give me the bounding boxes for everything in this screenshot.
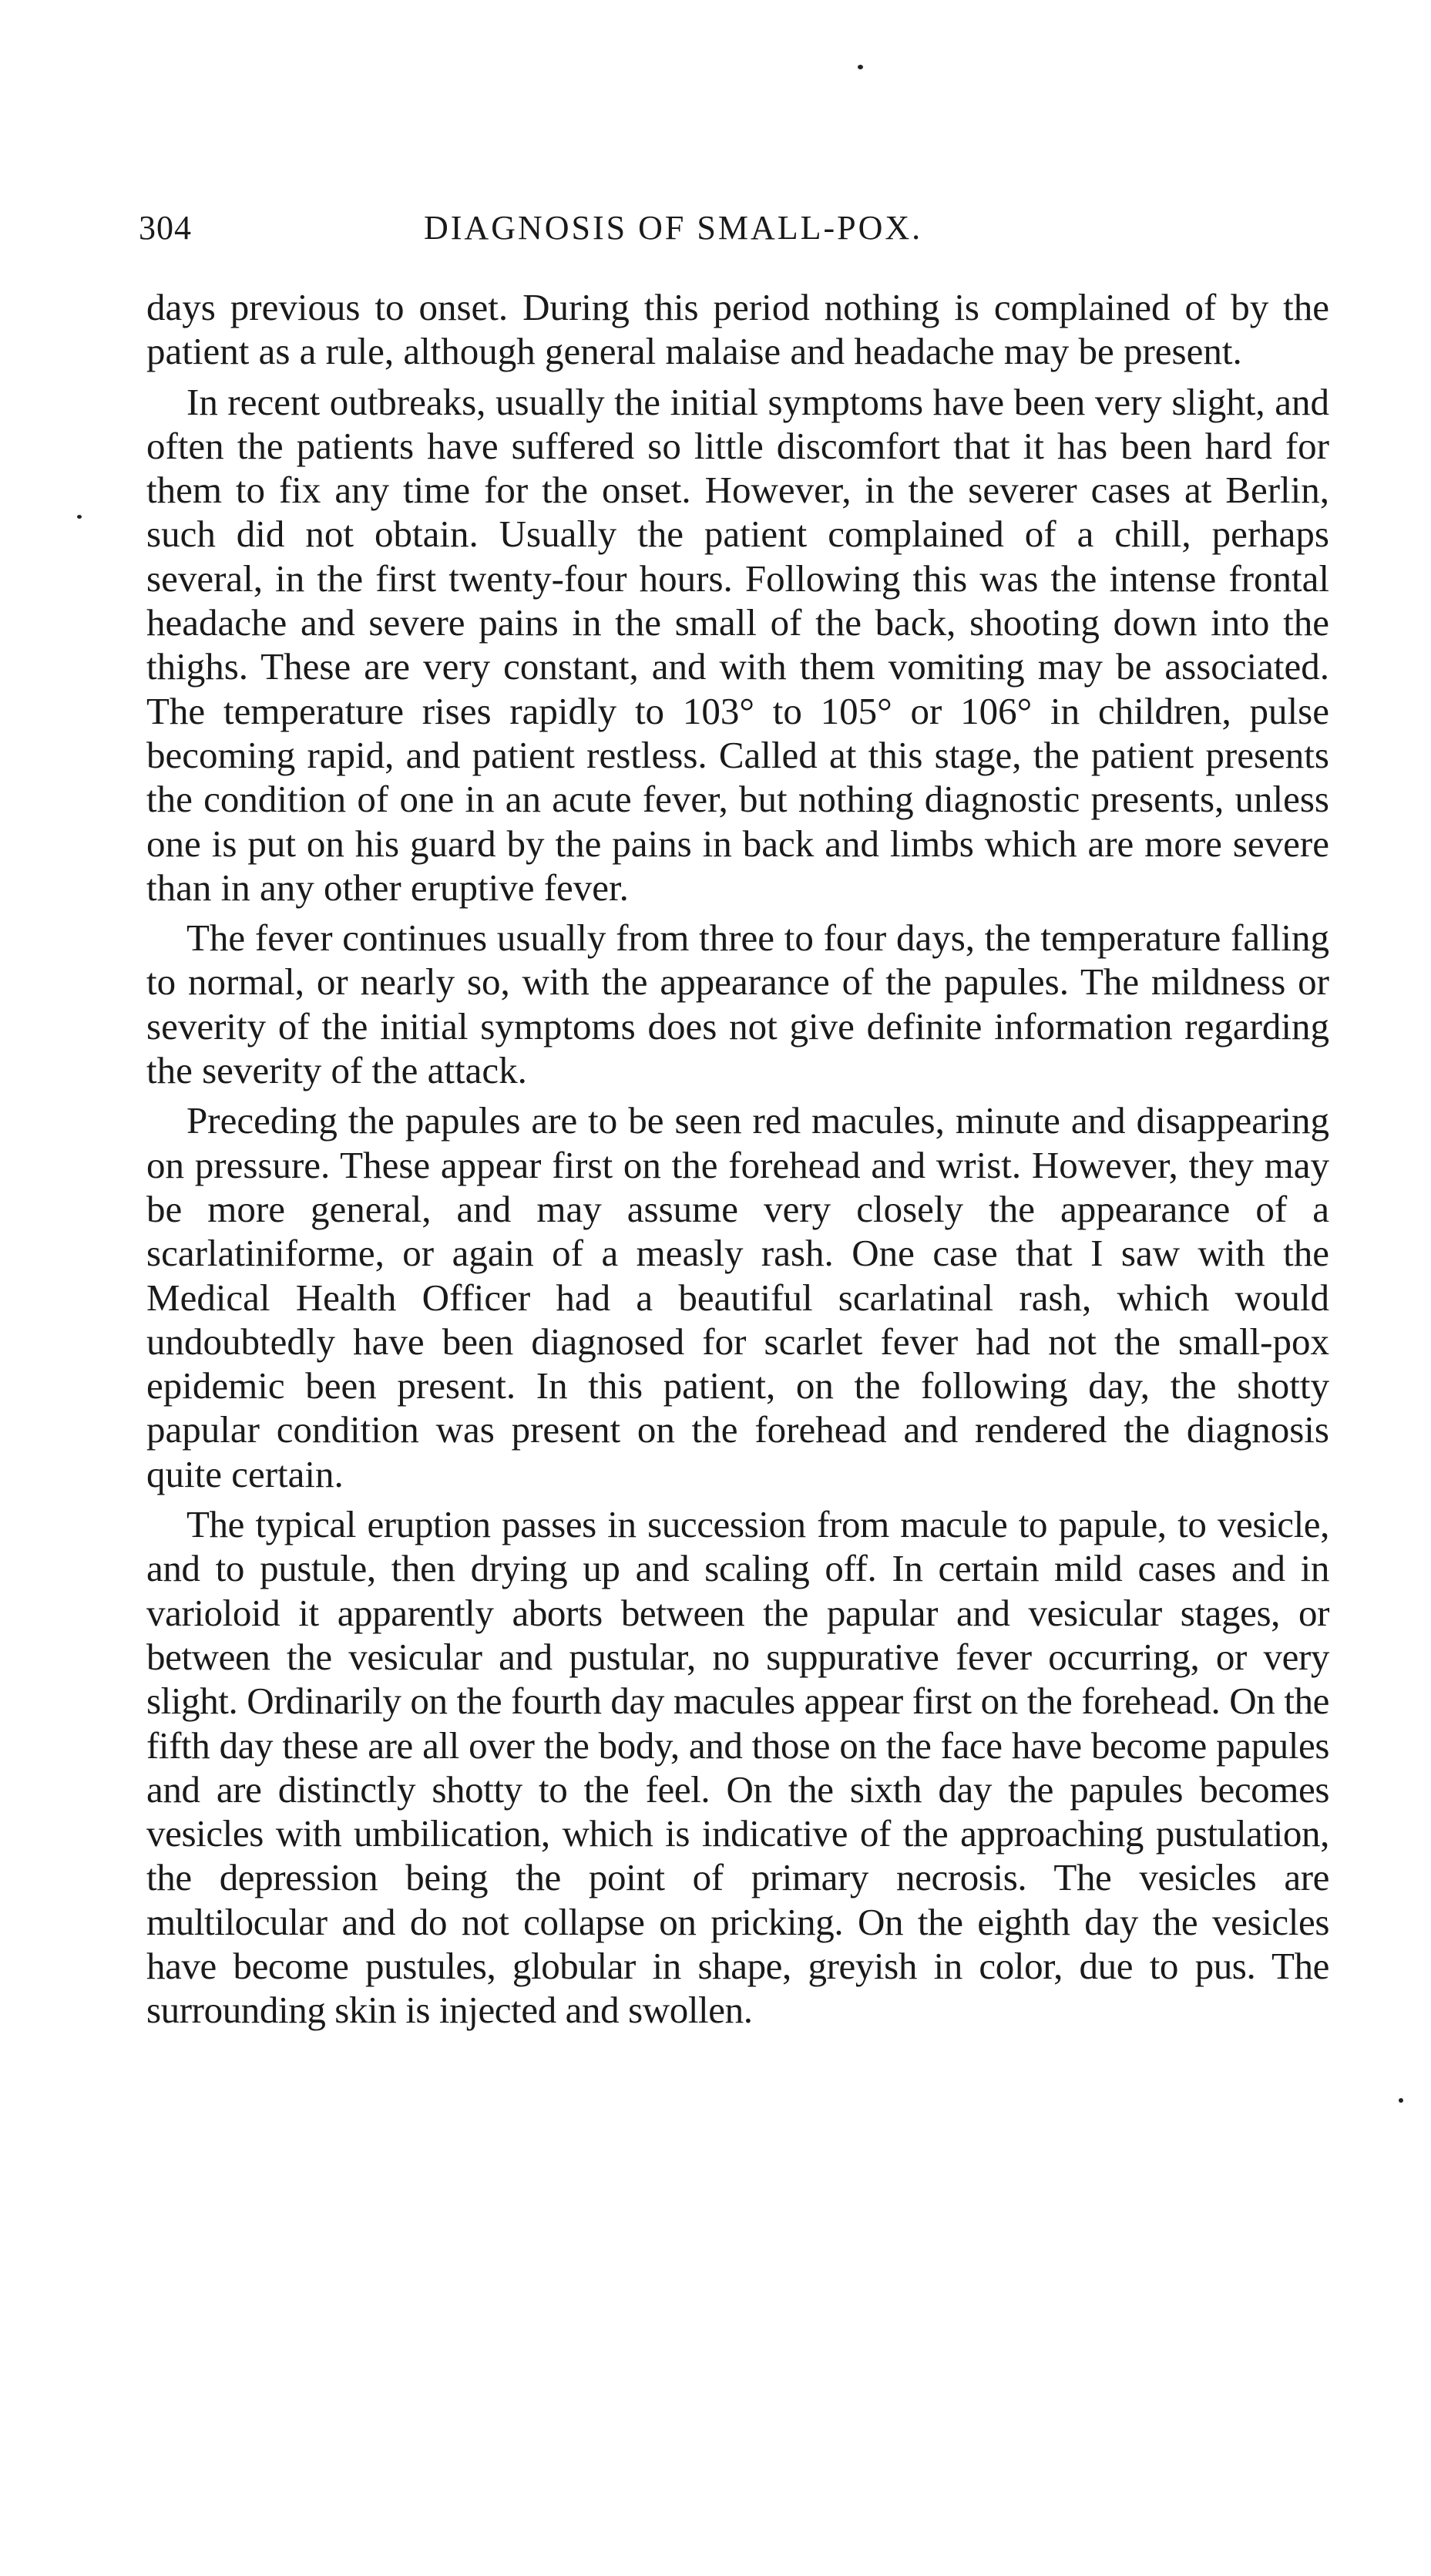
- scan-speck-right: [1399, 2098, 1403, 2103]
- body-text: [146, 285, 1329, 2033]
- running-title: DIAGNOSIS OF SMALL-POX.: [424, 209, 923, 247]
- page-number: 304: [139, 209, 192, 247]
- paragraph-macules: Preceding the papules are to be seen red macules, minute and disappearing on pressure. These appear first on the forehead and wrist. However, they may be more general, and may assume very closely the appearance of a scarlatiniforme, or again of a measly rash. One case that I saw with the Medical Health Officer had a beautiful scarlatinal rash, which would undoubtedly have been diagnosed for scarlet fever had not the small-pox epidemic been present. In this patient, on the following day, the shotty papular condition was present on the forehead and rendered the diagnosis quite certain.: [146, 1099, 1329, 1495]
- paragraph-eruption: The typical eruption passes in succession from macule to papule, to vesicle, and to pustule, then drying up and scaling off. In certain mild cases and in varioloid it apparently aborts between the papular and vesicular stages, or between the vesicular and pustular, no suppurative fever occurring, or very slight. Ordinarily on the fourth day macules appear first on the forehead. On the fifth day these are all over the body, and those on the face have become papules and are distinctly shotty to the feel. On the sixth day the papules becomes vesicles with umbilication, which is indicative of the approaching pustulation, the depression being the point of primary necrosis. The vesicles are multilocular and do not collapse on pricking. On the eighth day the vesicles have become pustules, globular in shape, greyish in color, due to pus. The surrounding skin is injected and swollen.: [146, 1503, 1329, 2032]
- paragraph-continued: days previous to onset. During this period nothing is complained of by the patient as a rule, although general malaise and headache may be present.: [146, 286, 1329, 373]
- scan-speck-left: [77, 515, 82, 519]
- scan-speck-top: [858, 65, 863, 69]
- paragraph-fever-course: The fever continues usually from three to four days, the temperature falling to normal, or nearly so, with the appearance of the papules. The mildness or severity of the initial symptoms does not give definite information regarding the severity of the attack.: [146, 916, 1329, 1092]
- paragraph-initial-symptoms: In recent outbreaks, usually the initial symptoms have been very slight, and often the patients have suffered so little discomfort that it has been hard for them to fix any time for the onset. However, in the severer cases at Berlin, such did not obtain. Usually the patient complained of a chill, perhaps several, in the first twenty-four hours. Following this was the intense frontal headache and severe pains in the small of the back, shooting down into the thighs. These are very constant, and with them vomiting may be associated. The temperature rises rapidly to 103° to 105° or 106° in children, pulse becoming rapid, and patient restless. Called at this stage, the patient presents the condition of one in an acute fever, but nothing diagnostic presents, unless one is put on his guard by the pains in back and limbs which are more severe than in any other eruptive fever.: [146, 380, 1329, 909]
- page-header: [139, 208, 1287, 254]
